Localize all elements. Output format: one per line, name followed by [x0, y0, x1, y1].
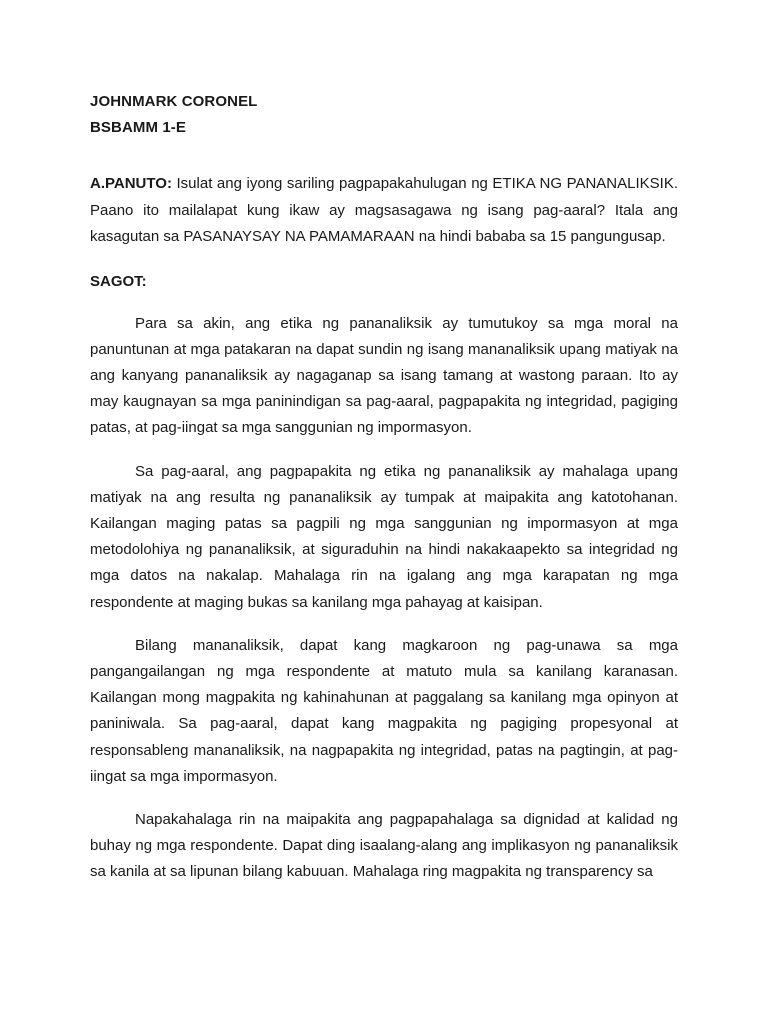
document-body — [90, 89, 678, 886]
answer-heading: SAGOT: — [90, 272, 147, 290]
instruction-block — [90, 171, 678, 251]
instruction-label: A.PANUTO: — [90, 175, 172, 192]
answer-paragraph-2: Sa pag-aaral, ang pagpapakita ng etika ng pananaliksik ay mahalaga upang matiyak na ang resulta ng pananaliksik ay tumpak at maipakita ang katotohanan. Kailangan maging patas sa pagpili ng mga sanggunian ng impormasyon at mga metodolohiya ng pananaliksik, at siguraduhin na hindi nakakaapekto sa integridad ng mga datos na nakalap. Mahalaga rin na igalang ang mga karapatan ng mga respondente at maging bukas sa kanilang mga pahayag at kaisipan. — [90, 462, 678, 611]
answer-paragraph-3: Bilang mananaliksik, dapat kang magkaroon ng pag-unawa sa mga pangangailangan ng mga respondente at matuto mula sa kanilang karanasan. Kailangan mong magpakita ng kahinahunan at paggalang sa kanilang mga opinyon at paniniwala. Sa pag-aaral, dapat kang magpakita ng pagiging propesyonal at responsableng mananaliksik, na nagpapakita ng integridad, patas na pagtingin, at pag-iingat sa mga impormasyon. — [90, 636, 678, 785]
student-section: BSBAMM 1-E — [90, 119, 187, 136]
answer-paragraph-4: Napakahalaga rin na maipakita ang pagpapahalaga sa dignidad at kalidad ng buhay ng mga respondente. Dapat ding isaalang-alang ang implikasyon ng pananaliksik sa kanila at sa lipunan bilang kabuuan. Mahalaga ring magpakita ng transparency sa — [90, 810, 678, 881]
answer-paragraph-1: Para sa akin, ang etika ng pananaliksik ay tumutukoy sa mga moral na panuntunan at mga patakaran na dapat sundin ng isang mananaliksik upang matiyak na ang kanyang pananaliksik ay nagaganap sa isang tamang at wastong paraan. Ito ay may kaugnayan sa mga paninindigan sa pag-aaral, pagpapakita ng integridad, pagiging patas, at pag-iingat sa mga sanggunian ng impormasyon. — [90, 314, 678, 437]
student-name: JOHNMARK CORONEL — [90, 93, 258, 110]
instruction-text: Isulat ang iyong sariling pagpapakahulugan ng ETIKA NG PANANALIKSIK. Paano ito mailalapat kung ikaw ay magsasagawa ng isang pag-aaral? Itala ang kasagutan sa PASANAYSAY NA PAMAMARAAN na hindi bababa sa 15 pangungusap. — [90, 175, 678, 245]
